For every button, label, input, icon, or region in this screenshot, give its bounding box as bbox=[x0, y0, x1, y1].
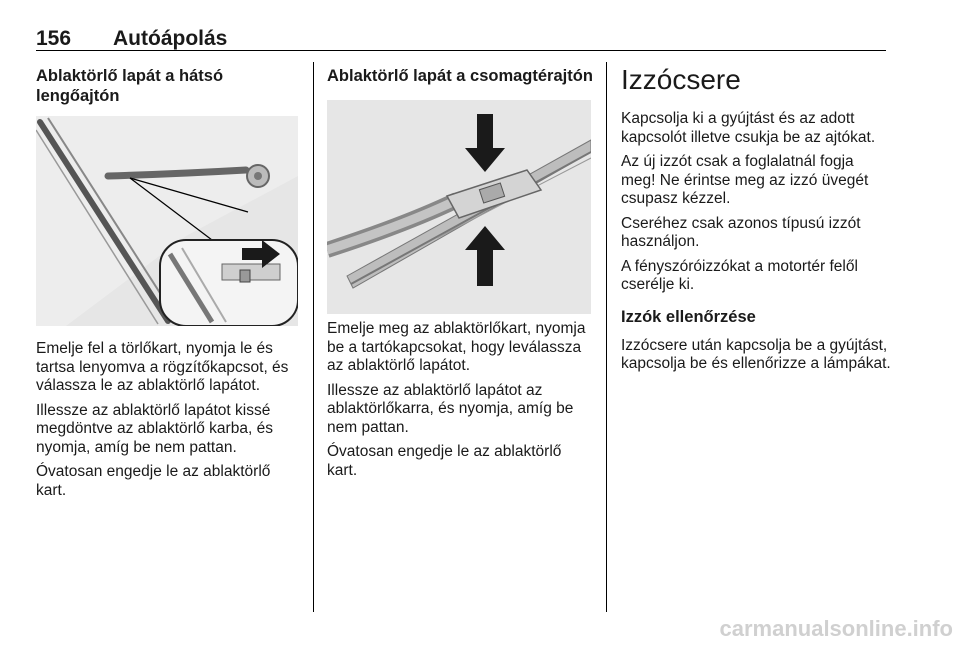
trunk-lid-wiper-illustration bbox=[327, 100, 591, 314]
rear-tailgate-wiper-illustration bbox=[36, 116, 298, 326]
bulb-replacement-title: Izzócsere bbox=[621, 64, 741, 95]
column-divider-1 bbox=[313, 62, 314, 612]
col2-paragraph-3: Óvatosan engedje le az ablaktörlő kart. bbox=[327, 443, 562, 479]
col1-paragraph-2: Illessze az ablaktörlő lapátot kissé megdöntve az ablaktörlő karba, és nyomja, amíg be nem pattan. bbox=[36, 401, 273, 456]
column-divider-2 bbox=[606, 62, 607, 612]
col2-paragraph-2: Illessze az ablaktörlő lapátot az ablaktörlőkarra, és nyomja, amíg be nem pattan. bbox=[327, 381, 574, 436]
col1-paragraph-3: Óvatosan engedje le az ablaktörlő kart. bbox=[36, 463, 271, 499]
col2-body bbox=[327, 320, 595, 486]
watermark bbox=[655, 612, 955, 642]
col2-paragraph-1: Emelje meg az ablaktörlőkart, nyomja be a tartókapcsokat, hogy leválassza az ablaktörlő lapátot. bbox=[327, 320, 586, 374]
col1-body bbox=[36, 340, 301, 506]
bulb-check-heading: Izzók ellenőrzése bbox=[621, 307, 756, 326]
section-title: Autóápolás bbox=[113, 27, 228, 50]
col1-heading: Ablaktörlő lapát a hátsó lengőajtón bbox=[36, 67, 224, 105]
watermark-text: carmanualsonline.info bbox=[719, 616, 953, 641]
col2-heading: Ablaktörlő lapát a csomagtérajtón bbox=[327, 67, 593, 85]
col3-paragraph-1: Kapcsolja ki a gyújtást és az adott kapcsolót illetve csukja be az ajtókat. bbox=[621, 110, 876, 146]
col3-paragraph-3: Cseréhez csak azonos típusú izzót használjon. bbox=[621, 214, 861, 250]
col3-block bbox=[621, 64, 891, 380]
header-rule bbox=[36, 50, 886, 51]
col1-heading-block bbox=[36, 66, 301, 106]
col3-paragraph-4: A fényszóróizzókat a motortér felől cserélje ki. bbox=[621, 257, 858, 293]
col2-heading-block bbox=[327, 66, 595, 86]
col3-sub-paragraph-1: Izzócsere után kapcsolja be a gyújtást, kapcsolja be és ellenőrizze a lámpákat. bbox=[621, 336, 891, 372]
col1-paragraph-1: Emelje fel a törlőkart, nyomja le és tartsa lenyomva a rögzítőkapcsot, és válassza le az ablaktörlő lapátot. bbox=[36, 340, 289, 394]
page-number: 156 bbox=[36, 27, 72, 50]
col3-paragraph-2: Az új izzót csak a foglalatnál fogja meg! Ne érintse meg az izzó üvegét csupasz kézzel. bbox=[621, 153, 869, 207]
